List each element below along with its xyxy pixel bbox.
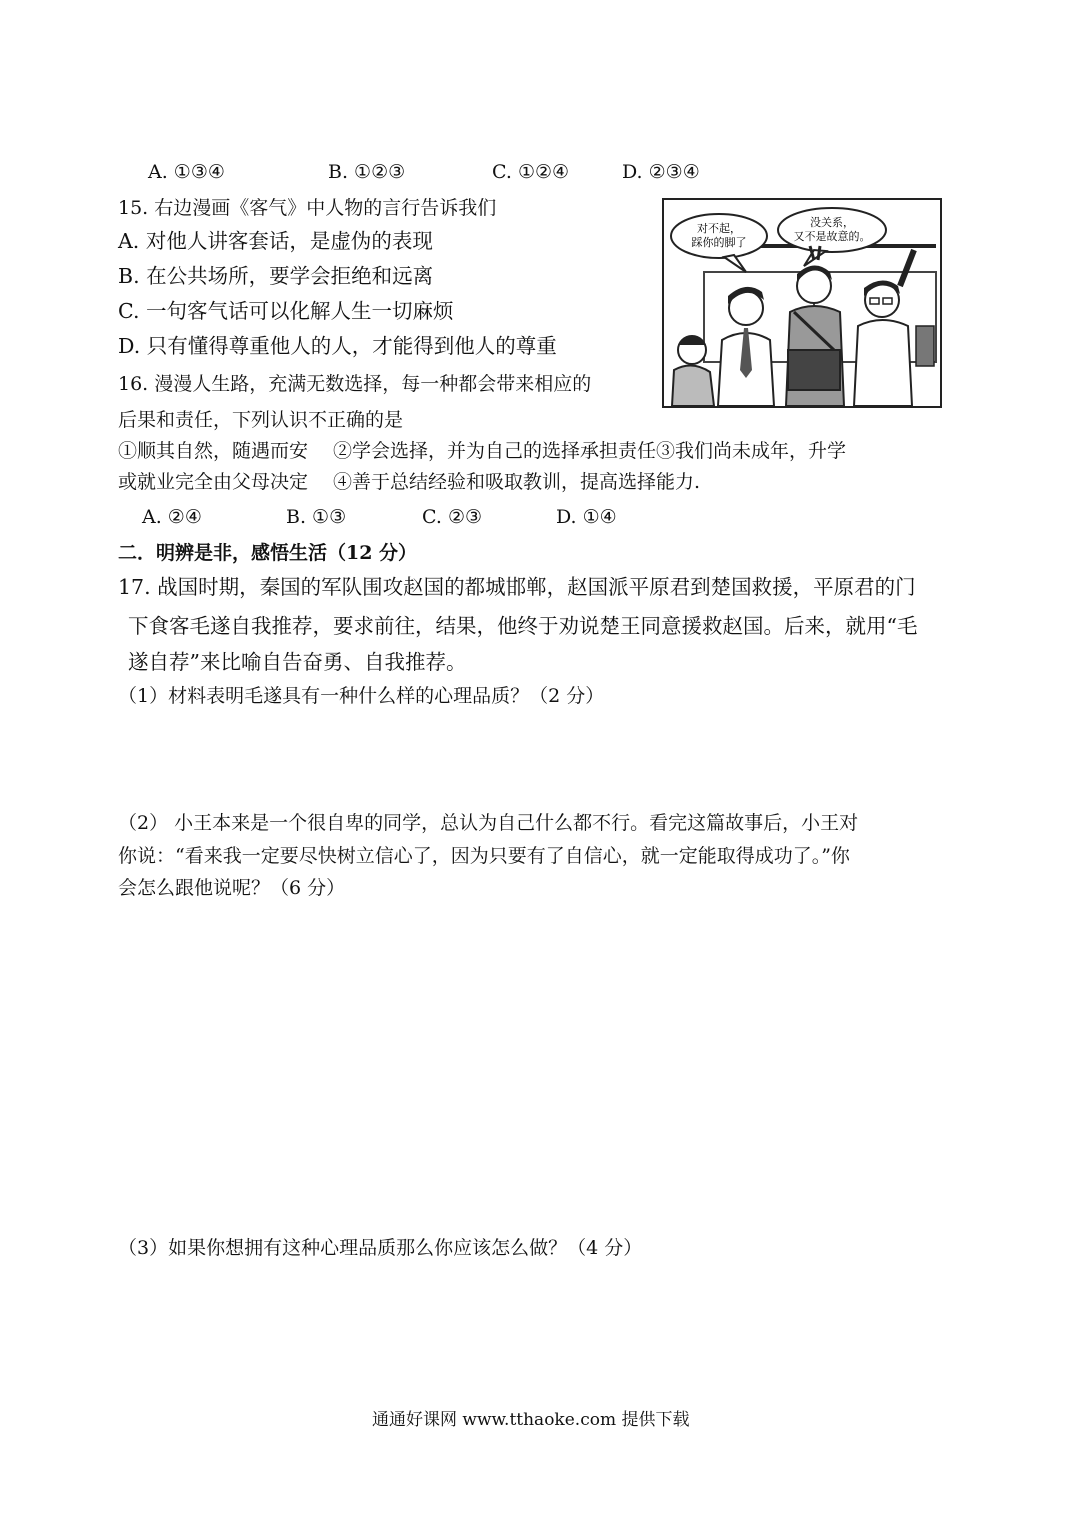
q16-stem-line1: 16. 漫漫人生路，充满无数选择，每一种都会带来相应的 xyxy=(118,373,592,395)
q17-sub1: （1）材料表明毛遂具有一种什么样的心理品质？（2 分） xyxy=(118,685,605,707)
q16-option-a: A. ②④ xyxy=(142,506,202,528)
q15-option-d: D. 只有懂得尊重他人的人，才能得到他人的尊重 xyxy=(118,334,557,358)
footer-text: 通通好课网 www.tthaoke.com 提供下载 xyxy=(372,1410,690,1430)
bubble-left-line2: 踩你的脚了 xyxy=(691,236,747,249)
q14-option-a: A. ①③④ xyxy=(148,161,225,183)
bubble-left-line1: 对不起， xyxy=(697,222,741,235)
q14-options xyxy=(0,160,1087,184)
q17-line1: 17. 战国时期，秦国的军队围攻赵国的都城邯郸，赵国派平原君到楚国救援，平原君的门 xyxy=(118,575,916,599)
q15-option-b: B. 在公共场所，要学会拒绝和远离 xyxy=(118,264,434,288)
q15-option-a: A. 对他人讲客套话，是虚伪的表现 xyxy=(118,229,433,253)
q17-sub3: （3）如果你想拥有这种心理品质那么你应该怎么做？（4 分） xyxy=(118,1237,643,1259)
bubble-right-line1: 没关系， xyxy=(810,216,854,229)
q16-options xyxy=(0,505,1087,529)
q14-option-c: C. ①②④ xyxy=(492,161,570,183)
bubble-right-line2: 又不是故意的。 xyxy=(793,230,871,243)
q16-items-line1: ①顺其自然，随遇而安 ②学会选择，并为自己的选择承担责任③我们尚未成年，升学 xyxy=(118,440,847,462)
q16-items-line2: 或就业完全由父母决定 ④善于总结经验和吸取教训，提高选择能力. xyxy=(118,471,701,493)
cartoon-illustration xyxy=(662,198,942,408)
q17-line3: 遂自荐”来比喻自告奋勇、自我推荐。 xyxy=(128,650,467,674)
cartoon-drawing xyxy=(664,200,940,406)
q17-sub2-line3: 会怎么跟他说呢？（6 分） xyxy=(118,877,346,899)
q15-stem: 15. 右边漫画《客气》中人物的言行告诉我们 xyxy=(118,197,497,219)
q17-line2: 下食客毛遂自我推荐，要求前往，结果，他终于劝说楚王同意援救赵国。后来，就用“毛 xyxy=(128,614,918,638)
q16-option-c: C. ②③ xyxy=(422,506,483,528)
q17-sub2-line1: （2） 小王本来是一个很自卑的同学，总认为自己什么都不行。看完这篇故事后，小王对 xyxy=(118,812,859,834)
q14-option-d: D. ②③④ xyxy=(622,161,700,183)
q14-option-b: B. ①②③ xyxy=(328,161,406,183)
section2-title: 二．明辨是非，感悟生活（12 分） xyxy=(118,542,418,564)
q15-option-c: C. 一句客气话可以化解人生一切麻烦 xyxy=(118,299,454,323)
q17-sub2-line2: 你说：“看来我一定要尽快树立信心了，因为只要有了自信心，就一定能取得成功了。”你 xyxy=(118,845,850,867)
q16-option-d: D. ①④ xyxy=(556,506,617,528)
q16-option-b: B. ①③ xyxy=(286,506,347,528)
q16-stem-line2: 后果和责任，下列认识不正确的是 xyxy=(118,409,404,431)
